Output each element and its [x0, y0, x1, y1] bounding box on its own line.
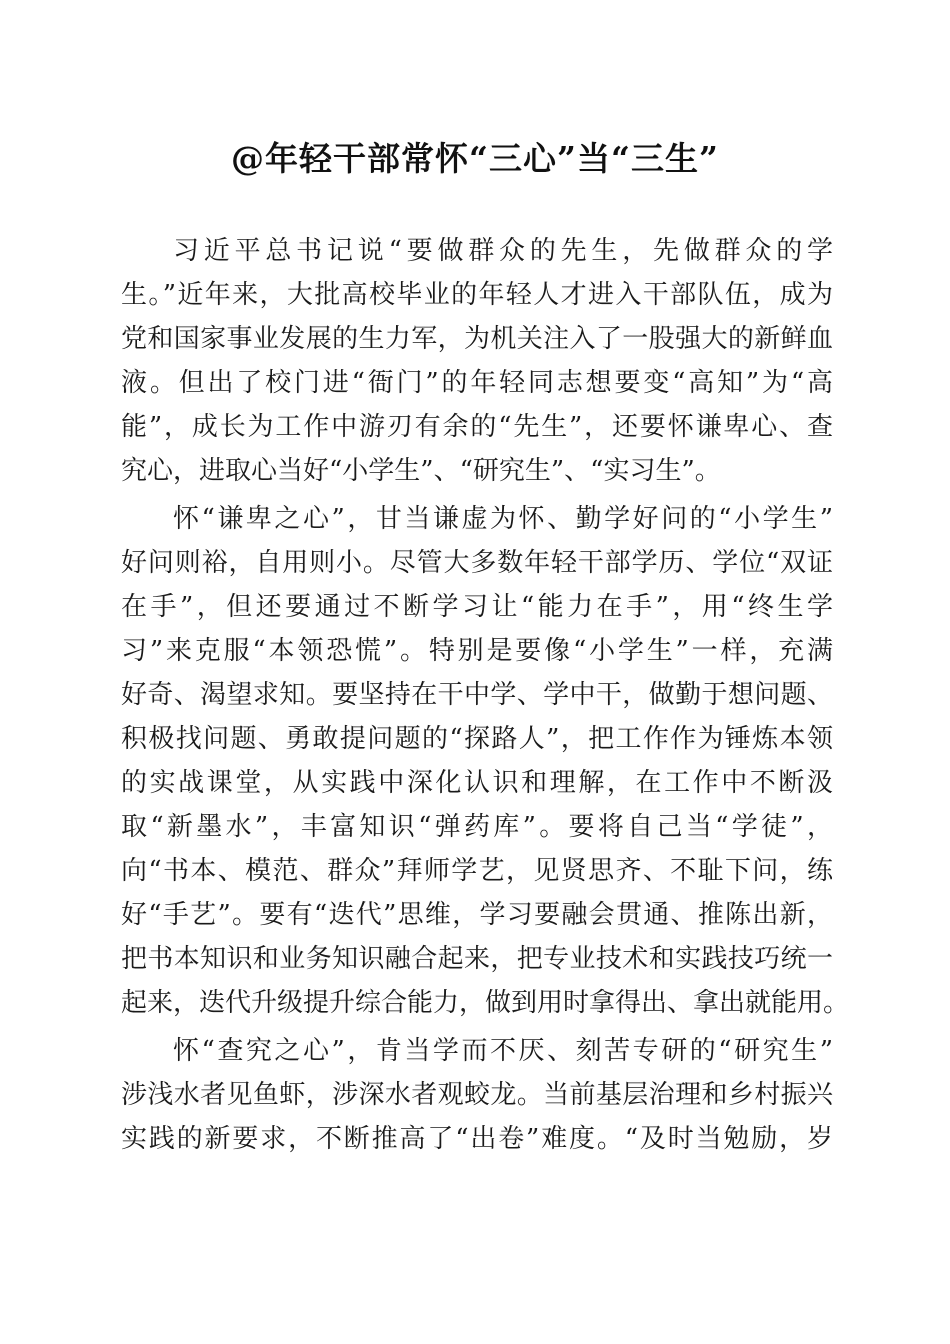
- paragraph-line: 在手”，但还要通过不断学习让“能力在手”，用“终生学: [121, 592, 833, 622]
- paragraph-line: 液。但出了校门进“衙门”的年轻同志想要变“高知”为“高: [121, 368, 833, 398]
- paragraph-line: 怀“谦卑之心”，甘当谦虚为怀、勤学好问的“小学生”: [173, 504, 833, 534]
- paragraph-line: 究心，进取心当好“小学生”、“研究生”、“实习生”。: [121, 456, 721, 486]
- paragraph-line: 能”，成长为工作中游刃有余的“先生”，还要怀谦卑心、查: [121, 412, 833, 442]
- paragraph-line: 实践的新要求，不断推高了“出卷”难度。“及时当勉励，岁: [121, 1124, 833, 1154]
- paragraph-line: 向“书本、模范、群众”拜师学艺，见贤思齐、不耻下问，练: [121, 856, 833, 886]
- paragraph-line: 积极找问题、勇敢提问题的“探路人”，把工作作为锤炼本领: [121, 724, 833, 754]
- paragraph-line: 把书本知识和业务知识融合起来，把专业技术和实践技巧统一: [121, 944, 833, 974]
- paragraph-line: 好问则裕，自用则小。尽管大多数年轻干部学历、学位“双证: [121, 548, 833, 578]
- article-title: @年轻干部常怀“三心”当“三生”: [231, 139, 719, 178]
- paragraph-line: 习近平总书记说“要做群众的先生，先做群众的学: [173, 236, 833, 266]
- paragraph-line: 起来，迭代升级提升综合能力，做到用时拿得出、拿出就能用。: [121, 988, 850, 1018]
- paragraph-line: 生。”近年来，大批高校毕业的年轻人才进入干部队伍，成为: [121, 280, 833, 310]
- paragraph-line: 取“新墨水”，丰富知识“弹药库”。要将自己当“学徒”，: [121, 812, 833, 842]
- paragraph-line: 怀“查究之心”，肯当学而不厌、刻苦专研的“研究生”: [173, 1036, 833, 1066]
- paragraph-line: 的实战课堂，从实践中深化认识和理解，在工作中不断汲: [121, 768, 833, 798]
- paragraph-line: 习”来克服“本领恐慌”。特别是要像“小学生”一样，充满: [121, 636, 833, 666]
- paragraph-line: 好奇、渴望求知。要坚持在干中学、学中干，做勤于想问题、: [121, 680, 833, 710]
- paragraph-line: 好“手艺”。要有“迭代”思维，学习要融会贯通、推陈出新，: [121, 900, 833, 930]
- paragraph-line: 党和国家事业发展的生力军，为机关注入了一股强大的新鲜血: [121, 324, 833, 354]
- paragraph-line: 涉浅水者见鱼虾，涉深水者观蛟龙。当前基层治理和乡村振兴: [121, 1080, 833, 1110]
